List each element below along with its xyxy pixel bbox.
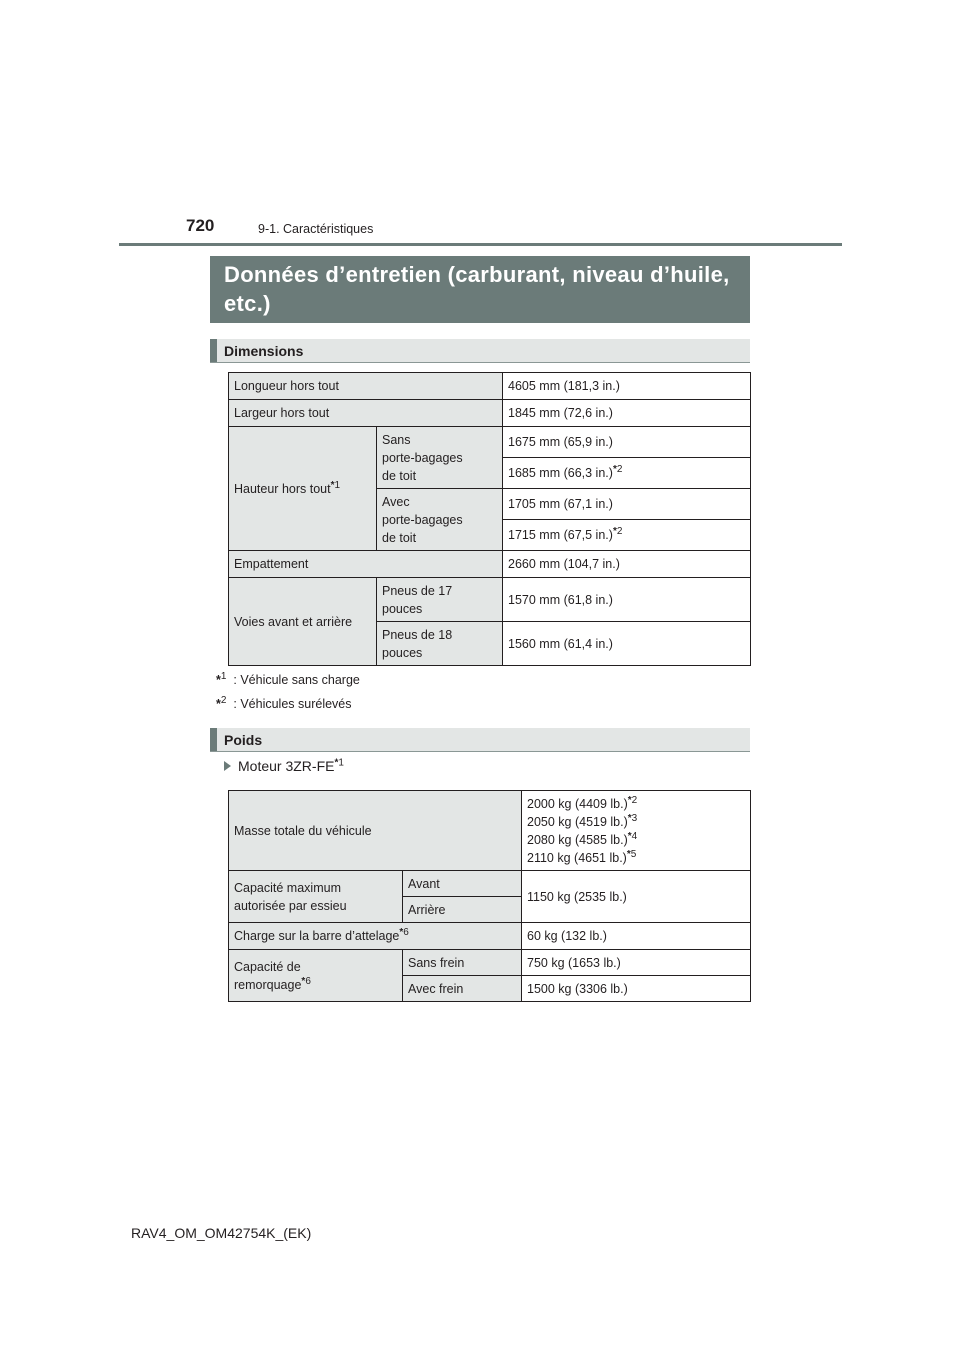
footnote-number: 1	[220, 670, 227, 682]
gvm-value: 2110 kg (4651 lb.)	[527, 850, 627, 865]
gvm-line: 2000 kg (4409 lb.)$^{*2}$	[527, 794, 638, 811]
table-row	[229, 791, 751, 871]
gvm-line: 2080 kg (4585 lb.)$^{*4}$	[527, 830, 638, 847]
footnote-1	[216, 670, 360, 687]
footnote-text: : Véhicules surélevés	[233, 697, 352, 711]
towing-capacity-label: Capacité de remorquage	[234, 959, 302, 992]
tread-value: 1570 mm (61,8 in.)	[503, 578, 751, 622]
dimensions-heading	[210, 339, 750, 363]
triangle-bullet-icon	[224, 761, 231, 771]
heading-accent-bar	[210, 728, 217, 751]
width-label: Largeur hors tout	[229, 400, 503, 427]
unbraked-value: 750 kg (1653 lb.)	[522, 950, 751, 976]
table-row	[229, 871, 751, 897]
tow-bar-label-cell: Charge sur la barre d’attelage$^{*6}$	[229, 923, 522, 950]
page-number: 720	[186, 216, 215, 235]
header-rule	[119, 243, 842, 246]
table-row	[229, 400, 751, 427]
axle-capacity-value: 1150 kg (2535 lb.)	[522, 871, 751, 923]
braked-label: Avec frein	[403, 976, 522, 1002]
footnote-mark: *	[216, 673, 221, 687]
table-row	[229, 578, 751, 622]
footnote-number: 2	[220, 694, 227, 706]
width-value: 1845 mm (72,6 in.)	[503, 400, 751, 427]
gvm-line: 2050 kg (4519 lb.)$^{*3}$	[527, 812, 638, 829]
gvm-line: 2110 kg (4651 lb.)$^{*5}$	[527, 848, 637, 865]
gvm-value: 2050 kg (4519 lb.)	[527, 814, 628, 829]
front-axle-label: Avant	[403, 871, 522, 897]
dimensions-heading-label: Dimensions	[224, 343, 304, 359]
page-title-line-1: Données d’entretien (carburant, niveau d’huile,	[224, 262, 730, 287]
length-value: 4605 mm (181,3 in.)	[503, 373, 751, 400]
wheelbase-value: 2660 mm (104,7 in.)	[503, 551, 751, 578]
footnote-ref: 6	[305, 975, 311, 987]
footnote-ref: 2	[616, 525, 623, 537]
table-row	[229, 551, 751, 578]
gvm-value: 2000 kg (4409 lb.)	[527, 796, 628, 811]
length-label: Longueur hors tout	[229, 373, 503, 400]
tire-17-label: Pneus de 17 pouces	[377, 578, 503, 622]
footnote-ref: 5	[630, 848, 637, 860]
height-value: 1715 mm (67,5 in.)	[508, 528, 613, 542]
height-value-cell: 1685 mm (66,3 in.)$^{*2}$	[503, 458, 751, 489]
height-value: 1705 mm (67,1 in.)	[503, 489, 751, 520]
engine-subheading: Moteur 3ZR-FE$^{*1}$	[224, 758, 344, 774]
tread-label: Voies avant et arrière	[229, 578, 377, 666]
footnote-ref: 3	[631, 812, 638, 824]
table-row	[229, 427, 751, 458]
axle-capacity-label: Capacité maximum autorisée par essieu	[229, 871, 403, 923]
table-row	[229, 950, 751, 976]
weights-heading	[210, 728, 750, 752]
gvm-value: 2080 kg (4585 lb.)	[527, 832, 628, 847]
towing-capacity-label-cell: Capacité de remorquage$^{*6}$	[229, 950, 403, 1002]
rear-axle-label: Arrière	[403, 897, 522, 923]
height-label: Hauteur hors tout	[234, 481, 331, 496]
page-title-line-2: etc.)	[224, 291, 271, 316]
table-row	[229, 923, 751, 950]
heading-accent-bar	[210, 339, 217, 362]
footnote-ref: 2	[631, 794, 638, 806]
engine-label: Moteur 3ZR-FE	[238, 758, 335, 774]
gvm-label: Masse totale du véhicule	[229, 791, 522, 871]
document-code: RAV4_OM_OM42754K_(EK)	[131, 1225, 312, 1241]
footnote-mark: *	[216, 697, 221, 711]
tread-value: 1560 mm (61,4 in.)	[503, 622, 751, 666]
weights-table	[228, 790, 751, 1002]
wheelbase-label: Empattement	[229, 551, 503, 578]
unbraked-label: Sans frein	[403, 950, 522, 976]
footnote-ref: 1	[334, 479, 341, 491]
height-label-cell: Hauteur hors tout$^{*1}$	[229, 427, 377, 551]
height-value: 1685 mm (66,3 in.)	[508, 466, 613, 480]
section-title: 9-1. Caractéristiques	[258, 222, 374, 236]
tire-18-label: Pneus de 18 pouces	[377, 622, 503, 666]
tow-bar-label: Charge sur la barre d’attelage	[234, 929, 400, 943]
height-value-cell: 1715 mm (67,5 in.)$^{*2}$	[503, 520, 751, 551]
footnote-ref: 1	[338, 757, 344, 769]
footnote-ref: 4	[631, 830, 638, 842]
footnote-2	[216, 694, 352, 711]
footnote-ref: 6	[403, 926, 409, 938]
table-row	[229, 373, 751, 400]
footnote-text: : Véhicule sans charge	[233, 673, 360, 687]
without-roof-rack-label: Sans porte-bagages de toit	[377, 427, 503, 489]
gvm-values-cell	[522, 791, 751, 871]
with-roof-rack-label: Avec porte-bagages de toit	[377, 489, 503, 551]
page-title-banner	[210, 256, 750, 323]
dimensions-table	[228, 372, 751, 666]
footnote-ref: 2	[616, 463, 623, 475]
tow-bar-value: 60 kg (132 lb.)	[522, 923, 751, 950]
weights-heading-label: Poids	[224, 732, 263, 748]
braked-value: 1500 kg (3306 lb.)	[522, 976, 751, 1002]
height-value: 1675 mm (65,9 in.)	[503, 427, 751, 458]
